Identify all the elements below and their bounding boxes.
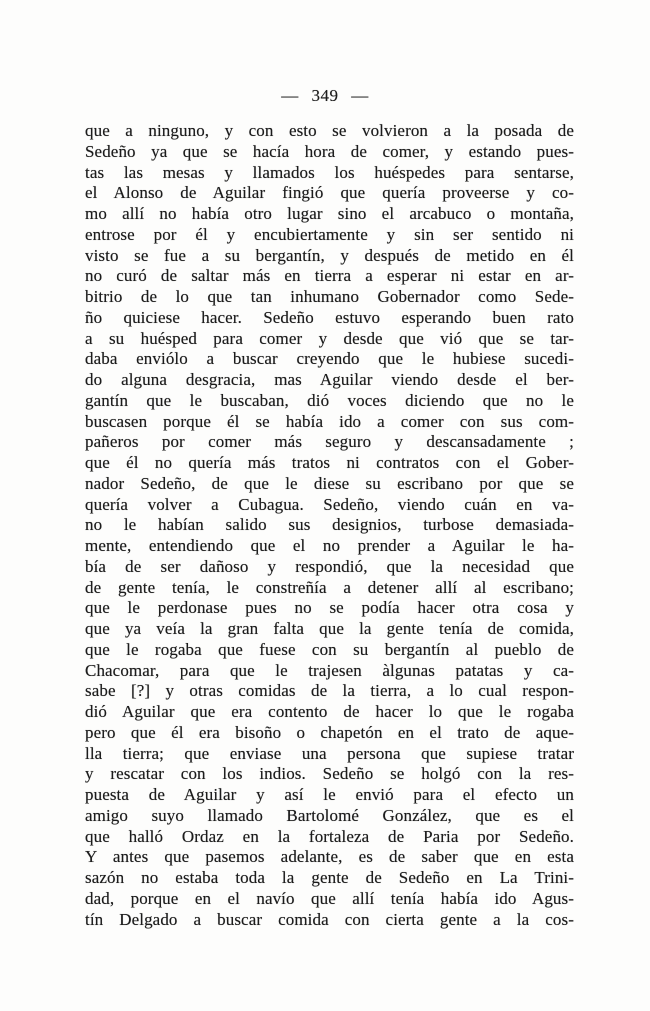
- text-line: daba enviólo a buscar creyendo que le hubiese sucedi-: [85, 349, 574, 369]
- text-line: tín Delgado a buscar comida con cierta gente a la cos-: [85, 909, 574, 929]
- text-line: a su huésped para comer y desde que vió que se tar-: [85, 328, 574, 348]
- text-line: pero que él era bisoño o chapetón en el trato de aque-: [85, 722, 574, 742]
- text-line: sabe [?] y otras comidas de la tierra, a lo cual respon-: [85, 681, 574, 701]
- text-line: mo allí no había otro lugar sino el arcabuco o montaña,: [85, 204, 574, 223]
- text-line: que ya veía la gran falta que la gente tenía de comida,: [85, 619, 574, 638]
- text-line: dió Aguilar que era contento de hacer lo que le rogaba: [85, 702, 574, 721]
- text-line: que le rogaba que fuese con su bergantín al pueblo de: [85, 639, 574, 659]
- text-line: que a ninguno, y con esto se volvieron a la posada de: [85, 121, 574, 140]
- text-line: de gente tenía, le constreñía a detener allí al escribano;: [85, 577, 574, 597]
- text-line: no curó de saltar más en tierra a esperar ni estar en ar-: [85, 266, 574, 286]
- text-line: bitrio de lo que tan inhumano Gobernador como Sede-: [85, 287, 574, 306]
- text-line: tas las mesas y llamados los huéspedes para sentarse,: [85, 162, 574, 182]
- text-line: Chacomar, para que le trajesen àlgunas patatas y ca-: [85, 660, 574, 680]
- text-line: mente, entendiendo que el no prender a Aguilar le ha-: [85, 536, 574, 555]
- text-line: sazón no estaba toda la gente de Sedeño en La Trini-: [85, 868, 574, 887]
- page-number: — 349 —: [281, 86, 369, 105]
- text-line: nador Sedeño, de que le diese su escribano por que se: [85, 473, 574, 493]
- text-line: que él no quería más tratos ni contratos con el Gober-: [85, 453, 574, 472]
- text-line: el Alonso de Aguilar fingió que quería proveerse y co-: [85, 183, 574, 203]
- text-line: que le perdonase pues no se podía hacer otra cosa y: [85, 598, 574, 618]
- text-line: amigo suyo llamado Bartolomé González, que es el: [85, 805, 574, 825]
- text-line: no le habían salido sus designios, turbose demasiada-: [85, 515, 574, 535]
- text-line: Y antes que pasemos adelante, es de saber que en esta: [85, 847, 574, 867]
- text-line: quería volver a Cubagua. Sedeño, viendo cuán en va-: [85, 494, 574, 514]
- text-line: ño quiciese hacer. Sedeño estuvo esperando buen rato: [85, 307, 574, 327]
- text-line: que halló Ordaz en la fortaleza de Paria por Sedeño.: [85, 826, 574, 846]
- text-line: do alguna desgracia, mas Aguilar viendo desde el ber-: [85, 370, 574, 389]
- page-body-text: [85, 121, 574, 930]
- text-line: bía de ser dañoso y respondió, que la necesidad que: [85, 556, 574, 576]
- text-line: Sedeño ya que se hacía hora de comer, y estando pues-: [85, 141, 574, 161]
- text-line: pañeros por comer más seguro y descansadamente ;: [85, 432, 574, 452]
- text-line: visto se fue a su bergantín, y después de metido en él: [85, 245, 574, 265]
- text-line: buscasen porque él se había ido a comer con sus com-: [85, 411, 574, 431]
- text-line: gantín que le buscaban, dió voces diciendo que no le: [85, 390, 574, 410]
- text-line: y rescatar con los indios. Sedeño se holgó con la res-: [85, 764, 574, 784]
- text-line: puesta de Aguilar y así le envió para el efecto un: [85, 785, 574, 804]
- text-line: dad, porque en el navío que allí tenía había ido Agus-: [85, 888, 574, 908]
- text-line: lla tierra; que enviase una persona que supiese tratar: [85, 743, 574, 763]
- page-header: [0, 86, 650, 106]
- text-line: entrose por él y encubiertamente y sin ser sentido ni: [85, 224, 574, 244]
